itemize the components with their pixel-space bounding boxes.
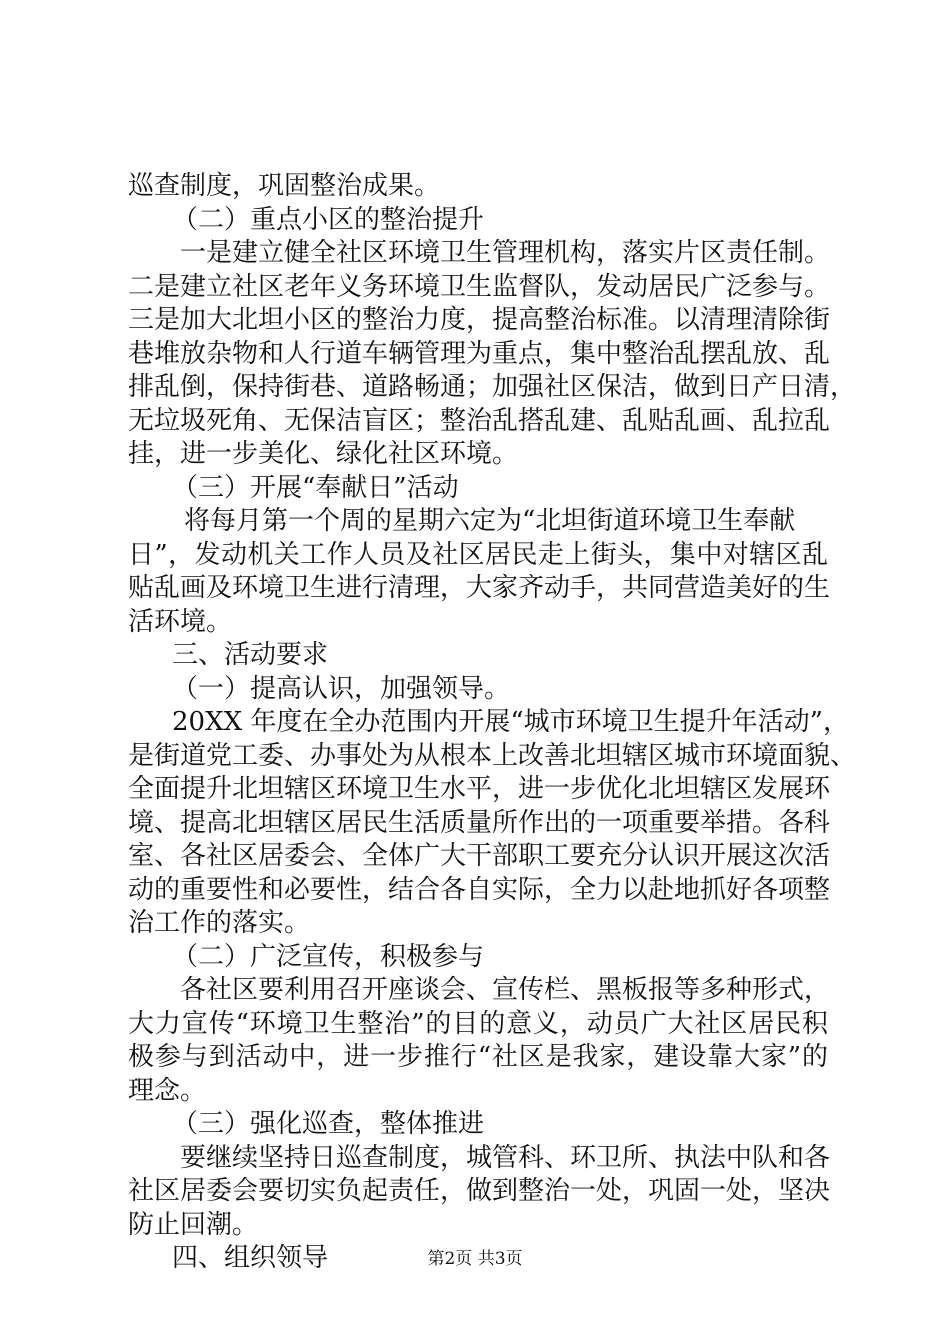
body-line: 动的重要性和必要性，结合各自实际，全力以赴地抓好各项整 [128,874,831,905]
section-heading: （三）开展“奉献日”活动 [172,472,459,503]
body-line: 排乱倒，保持街巷、道路畅通；加强社区保洁，做到日产日清， [128,372,857,402]
body-line: 巡查制度，巩固整治成果。 [128,171,441,201]
section-heading: （一）提高认识，加强领导。 [172,673,511,704]
body-line: 将每月第一个周的星期六定为“北坦街道环境卫生奉献 [184,506,796,536]
body-line: 三是加大北坦小区的整治力度，提高整治标准。以清理清除街 [128,305,831,335]
body-line: 是街道党工委、办事处为从根本上改善北坦辖区城市环境面貌、 [128,740,857,771]
body-line: 大力宣传“环境卫生整治”的目的意义，动员广大社区居民积 [128,1008,828,1039]
section-heading: （三）强化巡查，整体推进 [172,1109,485,1139]
body-line: 活环境。 [128,606,233,637]
body-line: 一是建立健全社区环境卫生管理机构，落实片区责任制。 [180,238,831,268]
section-heading: 三、活动要求 [172,640,329,670]
section-heading: （二）广泛宣传，积极参与 [172,941,485,972]
body-line: 要继续坚持日巡查制度，城管科、环卫所、执法中队和各 [180,1142,831,1173]
body-line: 极参与到活动中，进一步推行“社区是我家，建设靠大家”的 [128,1042,828,1072]
body-line: 境、提高北坦辖区居民生活质量所作出的一项重要举措。各科 [128,807,831,838]
document-body [128,170,857,1276]
body-line: 各社区要利用召开座谈会、宣传栏、黑板报等多种形式， [180,975,831,1005]
body-line: 室、各社区居委会、全体广大干部职工要充分认识开展这次活 [128,841,831,871]
body-line: 20XX 年度在全办范围内开展“城市环境卫生提升年活动”， [172,707,849,737]
body-line: 防止回潮。 [128,1209,259,1240]
body-line: 挂，进一步美化、绿化社区环境。 [128,439,519,469]
body-line: 全面提升北坦辖区环境卫生水平，进一步优化北坦辖区发展环 [128,774,831,804]
body-line: 无垃圾死角、无保洁盲区；整治乱搭乱建、乱贴乱画、乱拉乱 [128,405,831,436]
body-line: 贴乱画及环境卫生进行清理，大家齐动手，共同营造美好的生 [128,573,831,603]
body-line: 社区居委会要切实负起责任，做到整治一处，巩固一处，坚决 [128,1176,831,1206]
section-heading: （二）重点小区的整治提升 [172,204,485,235]
body-line: 日”，发动机关工作人员及社区居民走上街头，集中对辖区乱 [128,539,828,570]
body-line: 二是建立社区老年义务环境卫生监督队，发动居民广泛参与。 [128,271,831,302]
body-line: 理念。 [128,1075,207,1106]
page-number-footer: 第2页 共3页 [427,1249,523,1269]
body-line: 巷堆放杂物和人行道车辆管理为重点，集中整治乱摆乱放、乱 [128,338,831,369]
body-line: 治工作的落实。 [128,908,311,938]
section-heading: 四、组织领导 [172,1243,329,1273]
